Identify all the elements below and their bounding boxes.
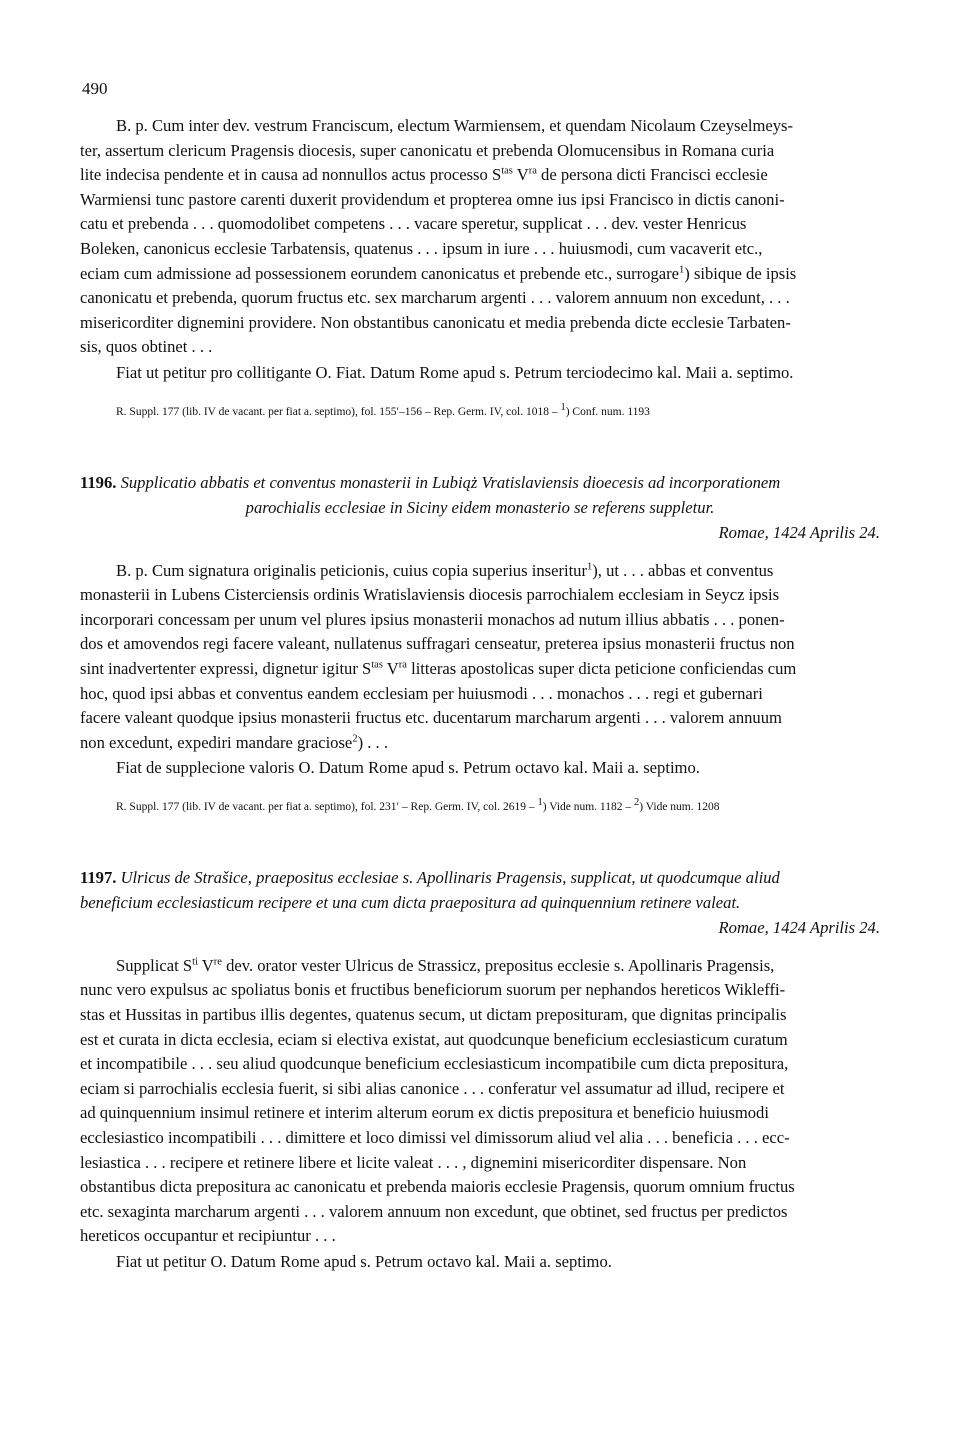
entry-heading-1197 [80,865,880,940]
text-line: et incompatibile . . . seu aliud quodcunque beneficium ecclesiasticum incompatibile cum dicta prepositura, [80,1054,789,1074]
text-line: est et curata in dicta ecclesia, eciam si electiva existat, aut quodcunque beneficium ecclesiasticum curatum [80,1029,788,1049]
text-line: dos et amovendos regi facere valeant, nullatenus suffragari censeatur, preterea ipsius monasterii fructus non [80,634,795,654]
entry-summary: Supplicatio abbatis et conventus monasterii in Lubiąż Vratislaviensis dioecesis ad incorporationem [116,472,781,492]
entry-body-1196 [80,559,880,756]
text-line: ter, assertum clericum Pragensis diocesis, super canonicatu et prebenda Olomucensibus in Romana curia [80,140,775,160]
text-line: Warmiensi tunc pastore carenti duxerit providendum et propterea omne ius ipsi Francisco in dictis canoni- [80,189,785,209]
text-line: catu et prebenda . . . quomodolibet competens . . . vacare speretur, supplicat . . . dev. vester Henricus [80,214,747,234]
text-line: eciam cum admissione ad possessionem eorundem canonicatus et prebende etc., surrogare$^1$) sibique de ipsis [80,263,797,283]
text-line: obstantibus dicta prepositura ac canonicatu et prebenda maioris ecclesie Pragensis, quorum omnium fructus [80,1177,795,1197]
entry-number: 1197. [80,867,117,887]
fiat-line: Fiat de supplecione valoris O. Datum Rome apud s. Petrum octavo kal. Maii a. septimo. [116,758,700,778]
text-line: canonicatu et prebenda, quorum fructus etc. sex marcharum argenti . . . valorem annuum non excedunt, . . . [80,288,790,308]
text-line: Boleken, canonicus ecclesie Tarbatensis, quatenus . . . ipsum in iure . . . huiusmodi, cum vacaverit etc., [80,238,763,258]
text-line: incorporari concessam per unum vel plures ipsius monasterii monachos ad nutum illius abbatis . . . ponen- [80,609,785,629]
entry-date: Romae, 1424 Aprilis 24. [718,917,880,937]
text-line: sis, quos obtinet . . . [80,337,213,357]
text-line: eciam si parrochialis ecclesia fuerit, si sibi alias canonice . . . conferatur vel assumatur ad illud, recipere et [80,1078,785,1098]
entry-title [80,470,880,495]
source-note: R. Suppl. 177 (lib. IV de vacant. per fiat a. septimo), fol. 231′ – Rep. Germ. IV, col. 2619 – $^1$) Vide num. 1182 – $^2$) Vide num. 1208 [116,797,720,813]
entry-summary-continued: beneficium ecclesiasticum recipere et una cum dicta praepositura ad quinquennium retinere valeat. [80,892,741,912]
fiat-line: Fiat ut petitur pro collitigante O. Fiat. Datum Rome apud s. Petrum terciodecimo kal. Maii a. septimo. [116,362,794,382]
entry-body-1197 [80,954,880,1249]
text-line: facere valeant quodque ipsius monasterii fructus etc. ducentarum marcharum argenti . . . valorem annuum [80,708,782,728]
text-line: Supplicat $S^{ti}$ Vre dev. orator vester Ulricus de Strassicz, prepositus ecclesie s. Apollinaris Pragensis, [116,955,775,975]
text-line: misericorditer dignemini providere. Non obstantibus canonicatu et media prebenda dicte ecclesie Tarbaten- [80,312,791,332]
page-number: 490 [82,79,108,98]
text-line: nunc vero expulsus ac spoliatus bonis et fructibus beneficiorum suorum per nephandos hereticos Wikleffi- [80,980,786,1000]
text-line: non excedunt, expediri mandare graciose$^2$) . . . [80,732,388,752]
text-line: hereticos occupantur et recipiuntur . . . [80,1226,336,1246]
text-line: lesiastica . . . recipere et retinere libere et licite valeat . . . , dignemini misericorditer dispensare. Non [80,1152,747,1172]
text-line: ad quinquennium insimul retinere et interim alterum eorum ex dictis prepositura et beneficio huiusmodi [80,1103,769,1123]
text-line: B. p. Cum inter dev. vestrum Franciscum, electum Warmiensem, et quendam Nicolaum Czeyselmeys- [116,116,793,135]
entry-title [80,865,880,890]
text-line: sint inadvertenter expressi, dignetur igitur $S^{tas}$ $V^{ra}$ litteras apostolicas super dicta peticione conficiendas cum [80,658,797,678]
text-line: stas et Hussitas in partibus illis degentes, quatenus secum, ut dictam preposituram, que dignitas principalis [80,1005,787,1025]
entry-summary-continued: parochialis ecclesiae in Siciny eidem monasterio se referens suppletur. [245,497,715,517]
text-line: lite indecisa pendente et in causa ad nonnullos actus processo $S^{tas}$ $V^{ra}$ de persona dicti Francisci ecclesie [80,165,768,185]
continuation-paragraph [80,114,880,360]
text-line: monasterii in Lubens Cisterciensis ordinis Wratislaviensis diocesis parrochialem ecclesiam in Seycz ipsis [80,585,780,605]
entry-number: 1196. [80,472,117,492]
text-line: ecclesiastico incompatibili . . . dimittere et loco dimissi vel dimissorum aliud vel alia . . . beneficia . . . ecc- [80,1128,790,1148]
text-line: hoc, quod ipsi abbas et conventus eandem ecclesiam per huiusmodi . . . monachos . . . regi et gubernari [80,683,763,703]
source-note: R. Suppl. 177 (lib. IV de vacant. per fiat a. septimo), fol. 155′–156 – Rep. Germ. IV, col. 1018 – $^1$) Conf. num. 1193 [116,401,650,418]
entry-heading-1196 [80,470,880,545]
entry-summary: Ulricus de Strašice, praepositus ecclesiae s. Apollinaris Pragensis, supplicat, ut quodcumque aliud [116,867,780,887]
entry-date: Romae, 1424 Aprilis 24. [718,522,880,542]
text-line: B. p. Cum signatura originalis peticionis, cuius copia superius inseritur$^1$), ut . . . abbas et conventus [116,560,774,580]
text-line: etc. sexaginta marcharum argenti . . . valorem annuum non excedunt, que obtinet, sed fructus per predictos [80,1201,788,1221]
fiat-line: Fiat ut petitur O. Datum Rome apud s. Petrum octavo kal. Maii a. septimo. [116,1252,612,1271]
